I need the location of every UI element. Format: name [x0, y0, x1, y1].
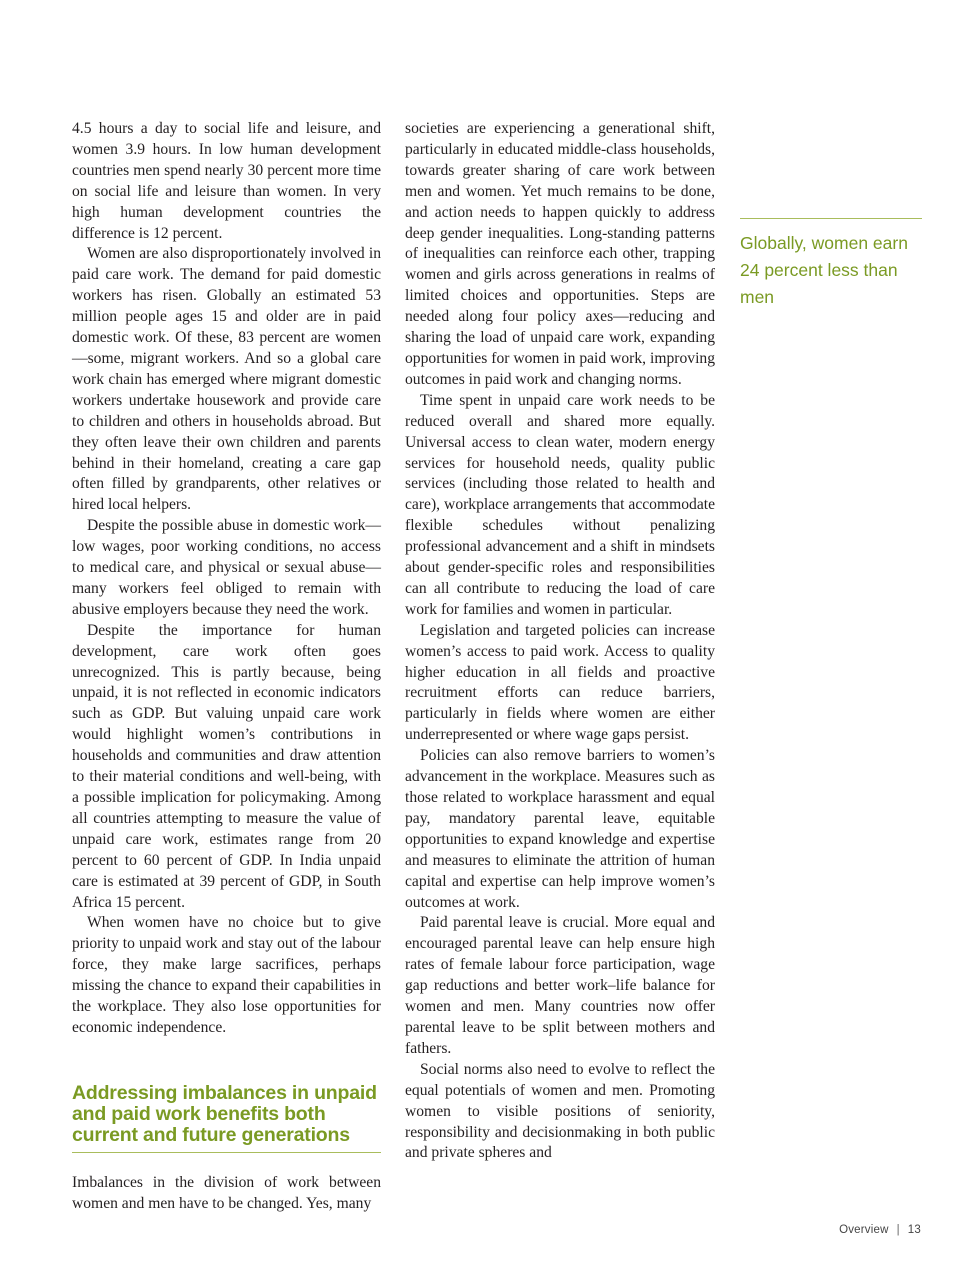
- body-paragraph: Legislation and targeted policies can increase women’s access to paid work. Access to quality higher education in all fields and proactive recruitment efforts can reduce barriers, particularly in fields where women are either underrepresented or where wage gaps persist.: [405, 621, 715, 744]
- body-paragraph: When women have no choice but to give priority to unpaid work and stay out of the labour force, they make large sacrifices, perhaps missing the chance to expand their capabilities in the workplace. They also lose opportunities for economic independence.: [72, 914, 381, 1036]
- left-text-column: [72, 119, 381, 1215]
- pull-quote: [740, 218, 922, 311]
- page-number: 13: [907, 1224, 921, 1236]
- body-paragraph: Women are also disproportionately involved in paid care work. The demand for paid domestic workers has risen. Globally an estimated 53 million people ages 15 and older are in paid domestic work. Of these, 83 percent are women —some, migrant workers. And so a global care work chain has emerged where migrant domestic workers undertake housework and provide care to children and others in households abroad. But they often leave their own children and parents behind in their homeland, creating a care gap often filled by grandparents, other relatives or hired local helpers.: [72, 245, 381, 514]
- body-paragraph: Despite the importance for human development, care work often goes unrecognized. This is partly because, being unpaid, it is not reflected in economic indicators such as GDP. But valuing unpaid care work would highlight women’s contributions in households and communities and draw attention to their material conditions and well-being, with a possible implication for policymaking. Among all countries attempting to measure the value of unpaid care work, estimates range from 20 percent to 60 percent of GDP. In India unpaid care is estimated at 39 percent of GDP, in South Africa 15 percent.: [72, 621, 381, 911]
- body-paragraph: Despite the possible abuse in domestic work—low wages, poor working conditions, no access to medical care, and physical or sexual abuse—many workers feel obliged to remain with abusive employers because they need the work.: [72, 517, 381, 618]
- body-paragraph: societies are experiencing a generational shift, particularly in educated middle-class households, towards greater sharing of care work between men and women. Yet much remains to be done, and action needs to happen quickly to address deep gender inequalities. Long-standing patterns of inequalities can reinforce each other, trapping women and girls across generations in realms of limited choices and opportunities. Steps are needed along four policy axes—reducing and sharing the load of unpaid care work, expanding opportunities for women in paid work, improving outcomes in paid work and changing norms.: [405, 120, 715, 388]
- body-paragraph: Social norms also need to evolve to reflect the equal potentials of women and men. Promoting women to visible positions of seniority, responsibility and decisionmaking in both public and private spheres and: [405, 1060, 715, 1162]
- footer-section-label: Overview: [839, 1224, 889, 1236]
- body-paragraph: Paid parental leave is crucial. More equal and encouraged parental leave can help ensure high rates of female labour force participation, wage gap reductions and better work–life balance for women and men. Many countries now offer parental leave to be split between mothers and fathers.: [405, 914, 715, 1057]
- pull-quote-text: Globally, women earn 24 percent less than men: [740, 233, 908, 307]
- section-heading: Addressing imbalances in unpaid and paid work benefits both current and future generations: [72, 1083, 381, 1153]
- body-paragraph: Imbalances in the division of work between women and men have to be changed. Yes, many: [72, 1173, 381, 1212]
- body-paragraph: 4.5 hours a day to social life and leisure, and women 3.9 hours. In low human development countries men spend nearly 30 percent more time on social life and leisure than women. In very high human development countries the difference is 12 percent.: [72, 120, 381, 242]
- page-footer: [839, 1224, 921, 1236]
- body-paragraph: Policies can also remove barriers to women’s advancement in the workplace. Measures such as those related to workplace harassment and equal pay, mandatory parental leave, equitable opportunities to expand knowledge and expertise and measures to eliminate the attrition of human capital and expertise can help improve women’s outcomes at work.: [405, 747, 715, 911]
- footer-separator: |: [896, 1224, 900, 1236]
- right-text-column: [405, 119, 715, 1164]
- body-paragraph: Time spent in unpaid care work needs to be reduced overall and shared more equally. Universal access to clean water, modern energy services for household needs, quality public services (including those related to health and care), workplace arrangements that accommodate flexible schedules without penalizing professional advancement and a shift in mindsets about gender-specific roles and responsibilities can all contribute to reducing the load of care work for families and women in particular.: [405, 391, 715, 618]
